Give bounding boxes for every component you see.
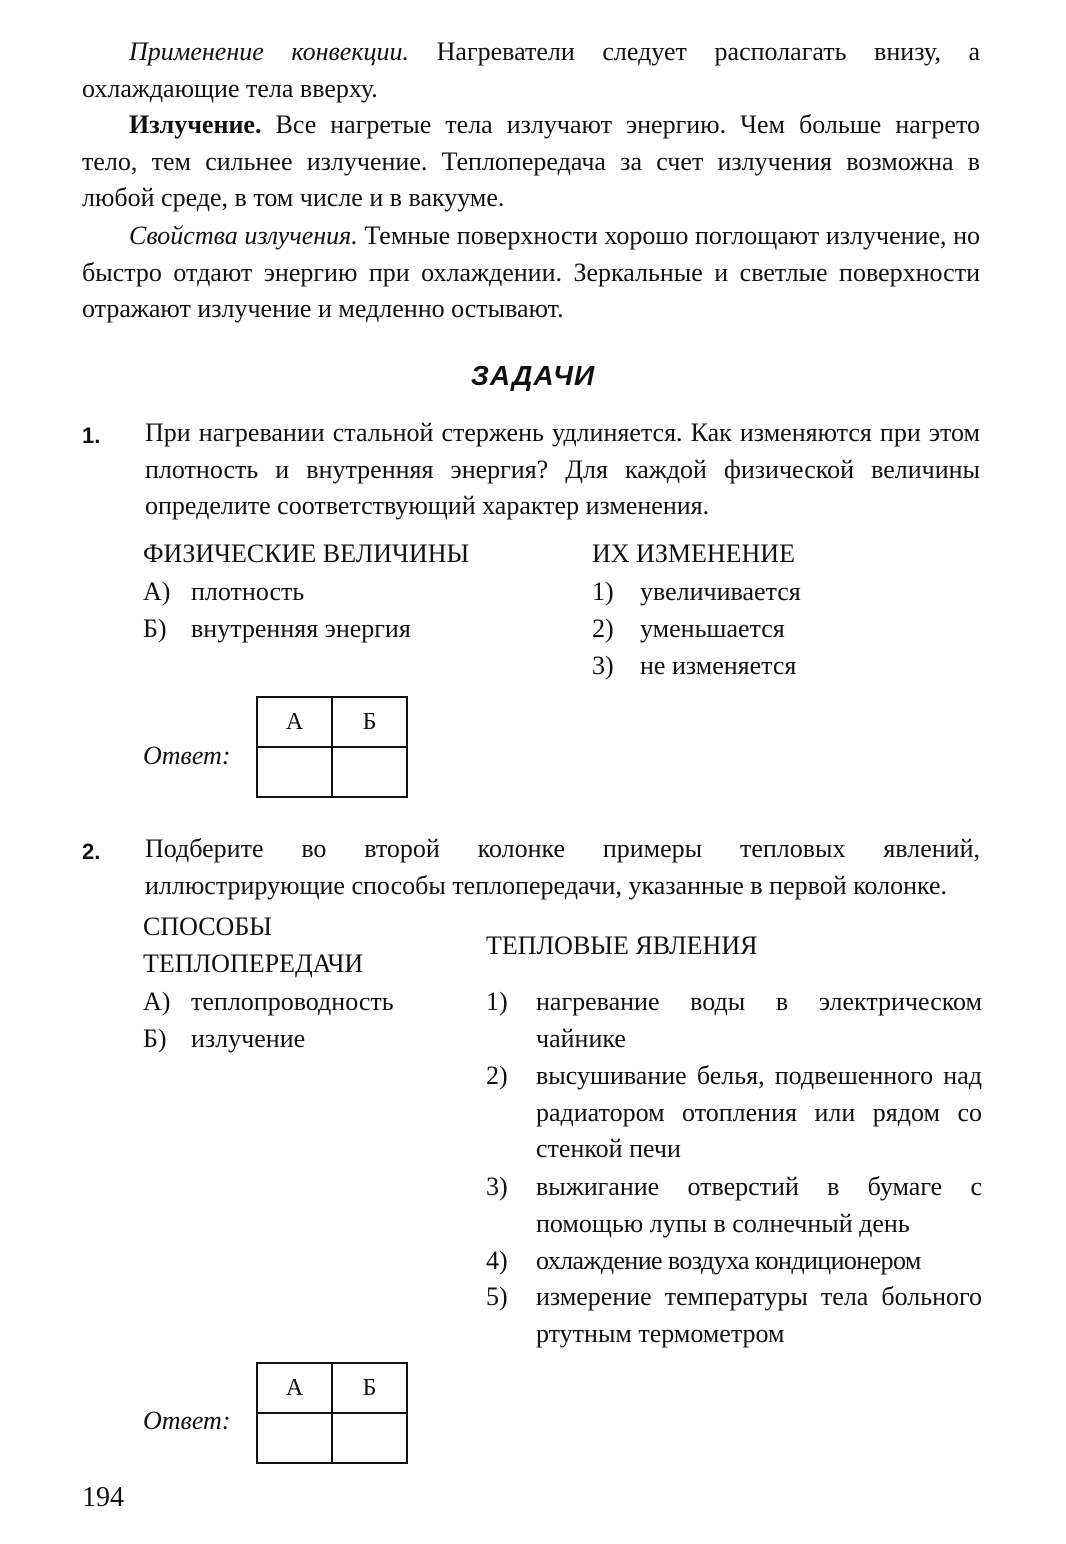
task1-right-item: [592, 611, 982, 648]
item-text: нагревание воды в электрическом чайнике: [536, 987, 982, 1053]
page-number: 194: [82, 1482, 124, 1513]
answer-col-header: Б: [332, 1363, 407, 1413]
radiation-lead: Излучение.: [129, 110, 262, 139]
item-label: 2): [486, 1061, 508, 1090]
task1-left-item: [143, 574, 543, 611]
task2-answer-label: Ответ:: [143, 1406, 231, 1435]
item-text: плотность: [191, 577, 305, 606]
radiation-text: Все нагретые тела излучают энергию. Чем больше нагрето тело, тем сильнее излучение. Теплопередача за счет излучения возможна в любой среде, в том числе и в вакууме.: [82, 110, 980, 212]
item-label: Б): [143, 614, 167, 643]
item-text: высушивание белья, подвешенного над радиатором отопления или рядом со стенкой печи: [536, 1061, 982, 1163]
item-text: выжигание отверстий в бумаге с помощью лупы в солнечный день: [536, 1172, 982, 1238]
answer-cell-a[interactable]: [257, 1413, 332, 1463]
item-label: Б): [143, 1024, 167, 1053]
item-text: излучение: [191, 1024, 306, 1053]
convection-lead: Применение конвекции.: [129, 37, 409, 66]
radiation-paragraph: [82, 107, 980, 217]
answer-cell-b[interactable]: [332, 1413, 407, 1463]
item-text: охлаждение воздуха кондиционером: [536, 1246, 921, 1275]
convection-text: Нагреватели следует располагать внизу, а охлаждающие тела вверху.: [82, 37, 980, 103]
section-heading: ЗАДАЧИ: [470, 360, 596, 391]
item-text: внутренняя энергия: [191, 614, 411, 643]
item-text: теплопроводность: [191, 987, 394, 1016]
task2-question: Подберите во второй колонке примеры тепловых явлений, иллюстрирующие способы теплопередачи, указанные в первой колонке.: [145, 834, 980, 900]
task1-left-header: ФИЗИЧЕСКИЕ ВЕЛИЧИНЫ: [143, 539, 470, 568]
task2-right-header: ТЕПЛОВЫЕ ЯВЛЕНИЯ: [486, 931, 758, 960]
task1-number: 1.: [82, 423, 101, 448]
properties-paragraph: [82, 218, 980, 328]
task1-question: При нагревании стальной стержень удлиняется. Как изменяются при этом плотность и внутренняя энергия? Для каждой физической величины определите соответствующий характер изменения.: [145, 418, 980, 520]
answer-cell-b[interactable]: [332, 747, 407, 797]
item-text: уменьшается: [640, 614, 785, 643]
item-label: 1): [592, 577, 614, 606]
item-label: 2): [592, 614, 614, 643]
item-label: 3): [486, 1172, 508, 1201]
task2-left-item: [143, 984, 463, 1021]
task2-right-item: [486, 1169, 982, 1243]
task2-left-header-1: СПОСОБЫ: [143, 912, 272, 941]
answer-cell-a[interactable]: [257, 747, 332, 797]
properties-text: Темные поверхности хорошо поглощают излучение, но быстро отдают энергию при охлаждении. Зеркальные и светлые поверхности отражают излучение и медленно остывают.: [82, 221, 980, 323]
item-label: 1): [486, 987, 508, 1016]
task2-right-item: [486, 1058, 982, 1169]
task2-left-item: [143, 1021, 463, 1058]
item-label: А): [143, 577, 171, 606]
task1-right-item: [592, 648, 982, 685]
task1-answer-table: [256, 696, 408, 798]
answer-col-header: А: [257, 697, 332, 747]
item-label: А): [143, 987, 171, 1016]
answer-col-header: А: [257, 1363, 332, 1413]
task1-left-item: [143, 611, 543, 648]
item-text: не изменяется: [640, 651, 797, 680]
item-text: измерение температуры тела больного ртутным термометром: [536, 1282, 982, 1348]
answer-col-header: Б: [332, 697, 407, 747]
item-label: 5): [486, 1282, 508, 1311]
task2-number: 2.: [82, 839, 101, 864]
task2-left-header-2: ТЕПЛОПЕРЕДАЧИ: [143, 949, 364, 978]
task2-answer-table: [256, 1362, 408, 1464]
convection-paragraph: [82, 34, 980, 107]
task1-right-item: [592, 574, 982, 611]
item-label: 4): [486, 1246, 508, 1275]
properties-lead: Свойства излучения.: [129, 221, 358, 250]
task2-right-item: [486, 1279, 982, 1353]
task2-right-item: [486, 1243, 982, 1280]
task1-answer-label: Ответ:: [143, 741, 231, 770]
task2-right-item: [486, 984, 982, 1058]
task1-right-header: ИХ ИЗМЕНЕНИЕ: [592, 539, 795, 568]
item-label: 3): [592, 651, 614, 680]
item-text: увеличивается: [640, 577, 801, 606]
